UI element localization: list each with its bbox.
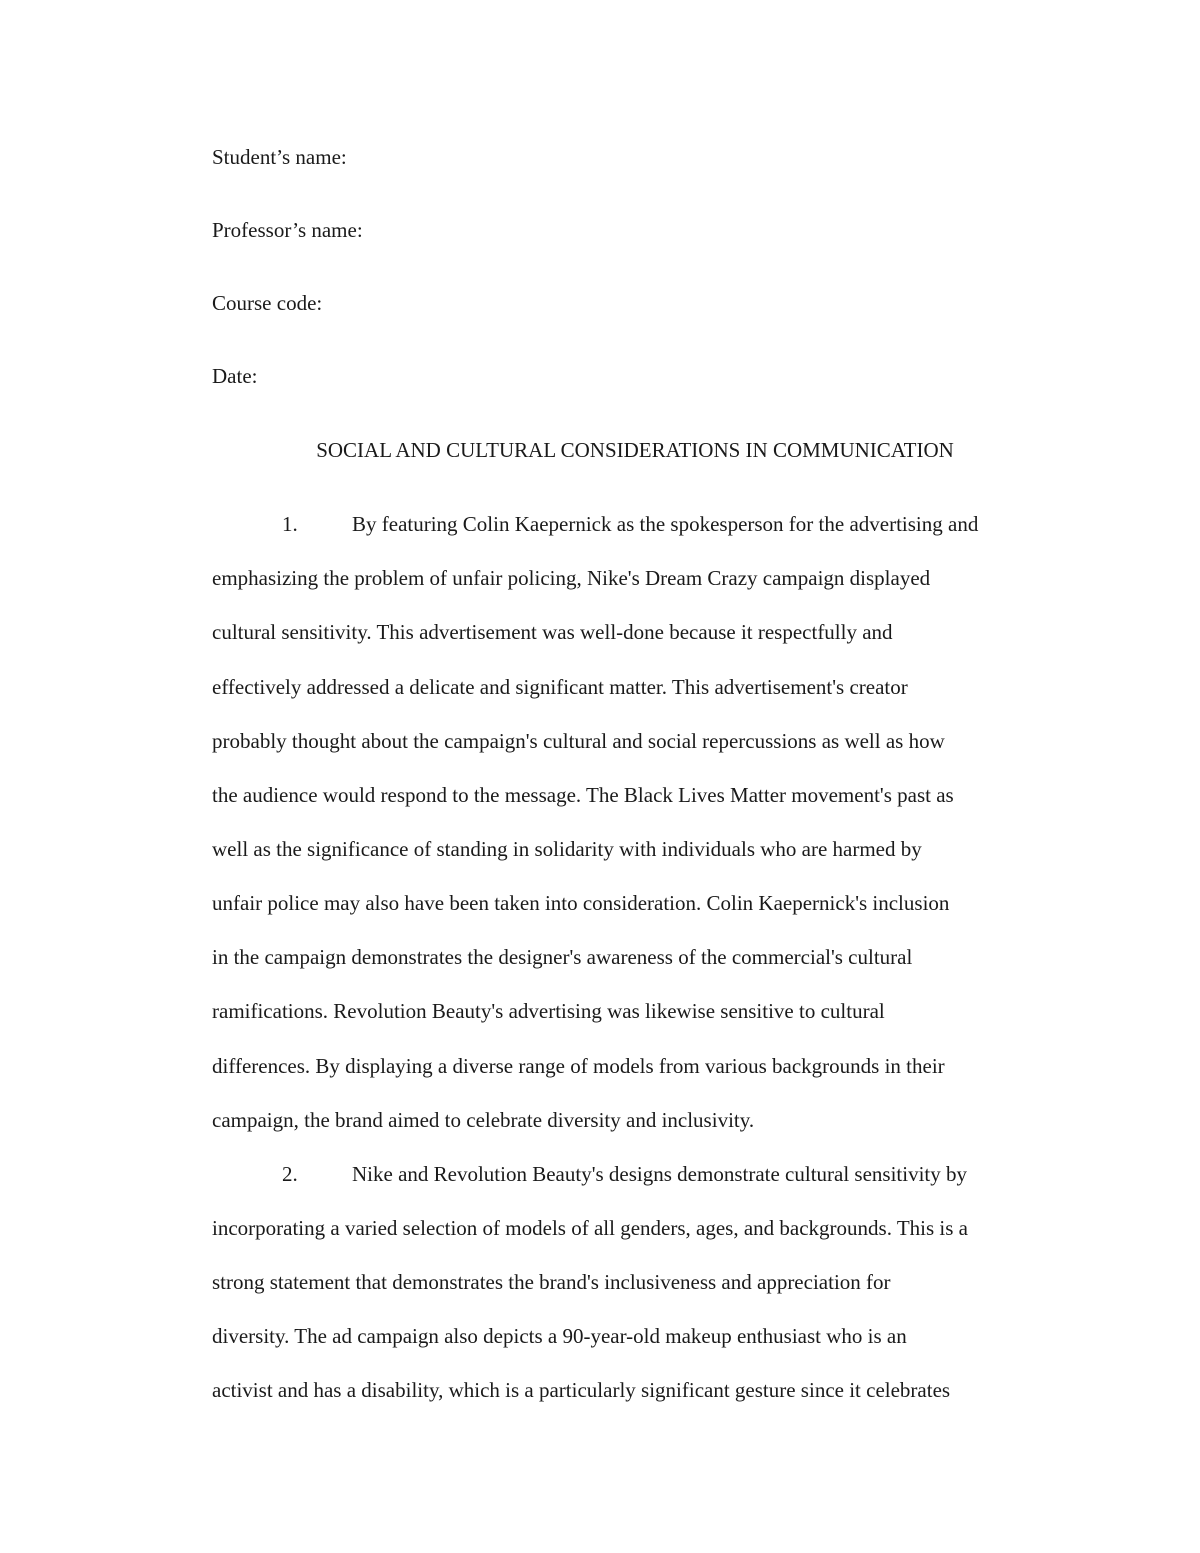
student-name-label: Student’s name: <box>212 145 347 169</box>
paragraph-line: cultural sensitivity. This advertisement was well-done because it respectfully and <box>212 620 893 644</box>
paragraph-line: ramifications. Revolution Beauty's advertising was likewise sensitive to cultural <box>212 999 885 1023</box>
document-title: SOCIAL AND CULTURAL CONSIDERATIONS IN COMMUNICATION <box>316 438 954 462</box>
paragraph-line: campaign, the brand aimed to celebrate diversity and inclusivity. <box>212 1108 755 1132</box>
paragraph-line: in the campaign demonstrates the designer's awareness of the commercial's cultural <box>212 945 913 969</box>
paragraph-line: unfair police may also have been taken into consideration. Colin Kaepernick's inclusion <box>212 891 950 915</box>
item-number: 2. <box>282 1162 298 1186</box>
paragraph-line: emphasizing the problem of unfair policing, Nike's Dream Crazy campaign displayed <box>212 566 931 590</box>
paragraph-line: incorporating a varied selection of models of all genders, ages, and backgrounds. This is a <box>212 1216 968 1240</box>
paragraph-line: probably thought about the campaign's cultural and social repercussions as well as how <box>212 729 945 753</box>
paragraph-line: differences. By displaying a diverse range of models from various backgrounds in their <box>212 1054 945 1078</box>
item-number: 1. <box>282 512 298 536</box>
paragraph-line: By featuring Colin Kaepernick as the spokesperson for the advertising and <box>352 512 979 536</box>
paragraph-line: the audience would respond to the message. The Black Lives Matter movement's past as <box>212 783 954 807</box>
paragraph-line: diversity. The ad campaign also depicts a 90-year-old makeup enthusiast who is an <box>212 1324 907 1348</box>
course-code-label: Course code: <box>212 291 323 315</box>
paragraph-line: strong statement that demonstrates the brand's inclusiveness and appreciation for <box>212 1270 891 1294</box>
paragraph-line: Nike and Revolution Beauty's designs demonstrate cultural sensitivity by <box>352 1162 968 1186</box>
paragraph-line: activist and has a disability, which is a particularly significant gesture since it celebrates <box>212 1378 951 1402</box>
paragraph-line: well as the significance of standing in solidarity with individuals who are harmed by <box>212 837 922 861</box>
date-label: Date: <box>212 364 258 388</box>
paragraph-line: effectively addressed a delicate and significant matter. This advertisement's creator <box>212 675 908 699</box>
professor-name-label: Professor’s name: <box>212 218 363 242</box>
